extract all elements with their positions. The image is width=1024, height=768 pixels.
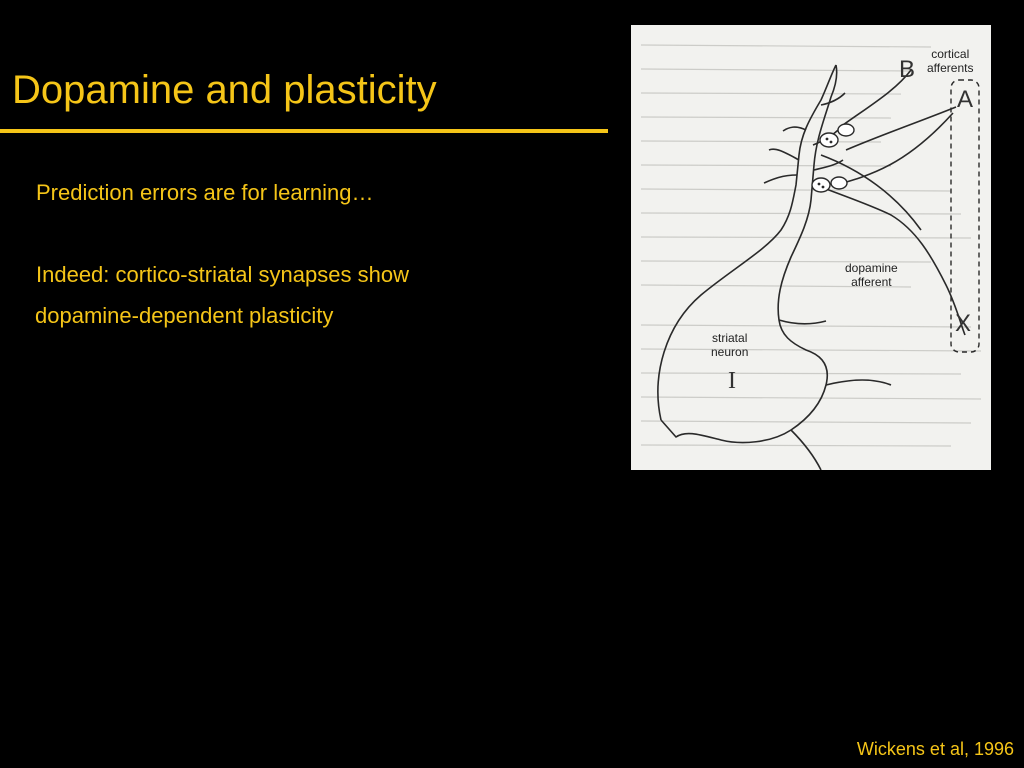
cortical-afferents-line-2: afferents xyxy=(927,61,974,75)
striatal-neuron-outline xyxy=(658,65,965,470)
title-underline xyxy=(0,129,608,133)
scan-texture xyxy=(641,45,981,446)
bullet-cortico-striatal xyxy=(36,254,409,336)
striatal-neuron-label xyxy=(711,331,748,359)
letter-i: I xyxy=(728,368,736,394)
dopamine-afferent-line-2: afferent xyxy=(851,275,892,289)
dopamine-afferent-line-1: dopamine xyxy=(845,261,898,275)
neuron-drawing xyxy=(631,25,991,470)
slide-title: Dopamine and plasticity xyxy=(12,68,437,112)
bullet-prediction-errors: Prediction errors are for learning… xyxy=(36,180,374,205)
striatal-neuron-line-2: neuron xyxy=(711,345,749,359)
striatal-neuron-line-1: striatal xyxy=(712,331,748,345)
dopamine-afferent-label xyxy=(845,261,898,289)
citation: Wickens et al, 1996 xyxy=(856,739,1014,759)
bullet-line-1: Indeed: cortico-striatal synapses show xyxy=(36,262,409,287)
cortical-afferents-label xyxy=(927,47,973,75)
letter-a: A xyxy=(957,86,974,113)
cortical-afferents-line-1: cortical xyxy=(931,47,970,61)
letter-x: X xyxy=(955,310,972,337)
bullet-line-2: dopamine-dependent plasticity xyxy=(35,303,334,328)
neuron-diagram xyxy=(631,25,991,470)
letter-b: B xyxy=(899,56,916,83)
